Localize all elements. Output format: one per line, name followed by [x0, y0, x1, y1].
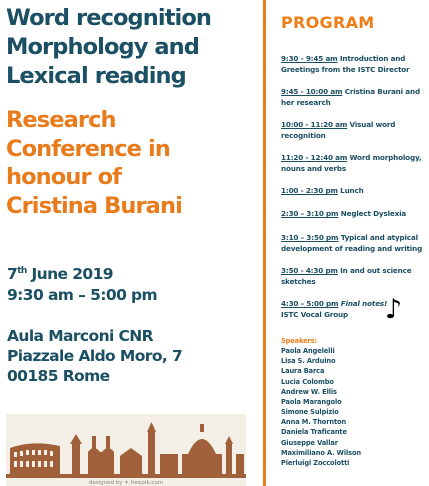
- speaker-name: Simone Sulpizio: [281, 408, 339, 417]
- program-item-desc: Visual word recognition: [281, 120, 396, 140]
- program-item: [281, 120, 427, 141]
- program-item-time: 11:20 - 12:40 am: [281, 153, 348, 162]
- venue-line-2: Piazzale Aldo Moro, 7: [7, 347, 183, 365]
- speaker-name: Daniela Traficante: [281, 428, 347, 437]
- venue-line-3: 00185 Rome: [7, 367, 110, 385]
- speaker-name: Andrew W. Ellis: [281, 387, 337, 396]
- main-title: [6, 4, 262, 91]
- orange-divider: [263, 0, 266, 486]
- speaker-name: Laura Barca: [281, 367, 325, 376]
- speaker-name: Lucia Colombo: [281, 377, 334, 386]
- subtitle-line-3: honour of: [6, 164, 122, 190]
- title-line-3: Lexical reading: [6, 63, 186, 89]
- program-item-desc: Final notes!: [338, 299, 388, 308]
- speaker-name: Lisa S. Arduino: [281, 357, 336, 366]
- conference-subtitle: [6, 106, 262, 220]
- speaker-name: Anna M. Thornton: [281, 418, 347, 427]
- program-item-time: 4:30 – 5:00 pm: [281, 299, 339, 308]
- program-item-time: 9:45 - 10:00 am: [281, 87, 343, 96]
- speaker-name: Pierluigi Zoccolotti: [281, 458, 350, 467]
- speaker-name: Paola Marangolo: [281, 397, 342, 406]
- program-item-desc: Lunch: [337, 186, 364, 195]
- speaker-name: Giuseppe Vallar: [281, 438, 338, 447]
- program-item: [281, 87, 427, 108]
- event-time: 9:30 am – 5:00 pm: [7, 286, 158, 304]
- program-item-desc: Cristina Burani and her research: [281, 87, 420, 107]
- program-item-desc: Typical and atypical development of reading and writing: [281, 233, 423, 253]
- speakers-list: [281, 336, 427, 468]
- music-note-icon: ♪: [385, 294, 403, 325]
- program-item-time: 2:30 – 3:10 pm: [281, 209, 339, 218]
- venue-block: [7, 326, 182, 386]
- rome-skyline-illustration: [6, 414, 246, 486]
- rome-skyline-icon: [6, 414, 246, 478]
- date-block: [7, 264, 157, 306]
- program-item: [281, 186, 427, 197]
- venue-line-1: Aula Marconi CNR: [7, 327, 153, 345]
- program-item-extra: ISTC Vocal Group: [281, 309, 348, 319]
- program-item-time: 3:50 - 4:30 pm: [281, 266, 338, 275]
- program-item: [281, 54, 427, 75]
- program-item-desc: Introduction and Greetings from the ISTC Director: [281, 54, 410, 74]
- program-item: [281, 209, 427, 220]
- speaker-name: Maximiliano A. Wilson: [281, 448, 362, 457]
- subtitle-line-2: Conference in: [6, 135, 170, 162]
- image-credit: designed by ✦ freepik.com: [88, 480, 164, 486]
- program-item-time: 3:10 – 3:50 pm: [281, 233, 339, 242]
- title-line-1: Word recognition: [6, 5, 212, 31]
- program-panel: [278, 0, 429, 486]
- program-item: [281, 233, 427, 254]
- event-date: [7, 264, 157, 285]
- program-item: [281, 153, 427, 174]
- date-suffix: th: [17, 266, 27, 276]
- speaker-name: Paola Angelelli: [281, 347, 335, 356]
- title-line-2: Morphology and: [6, 34, 200, 60]
- subtitle-line-1: Research: [6, 107, 116, 133]
- program-item-desc: Neglect Dyslexia: [338, 209, 407, 218]
- program-item-time: 1:00 - 2:30 pm: [281, 186, 338, 195]
- speakers-header: Speakers:: [281, 337, 317, 345]
- subtitle-line-4: Cristina Burani: [6, 192, 182, 219]
- program-item-desc: Word morphology, nouns and verbs: [281, 153, 422, 173]
- program-item-time: 10:00 - 11:20 am: [281, 120, 348, 129]
- program-title: PROGRAM: [281, 13, 375, 32]
- program-item: [281, 266, 427, 287]
- program-item-desc: In and out science sketches: [281, 266, 412, 286]
- program-item: [281, 299, 427, 320]
- date-rest: June 2019: [26, 265, 113, 283]
- program-item-time: 9:30 - 9:45 am: [281, 54, 338, 63]
- date-day: 7: [7, 265, 18, 283]
